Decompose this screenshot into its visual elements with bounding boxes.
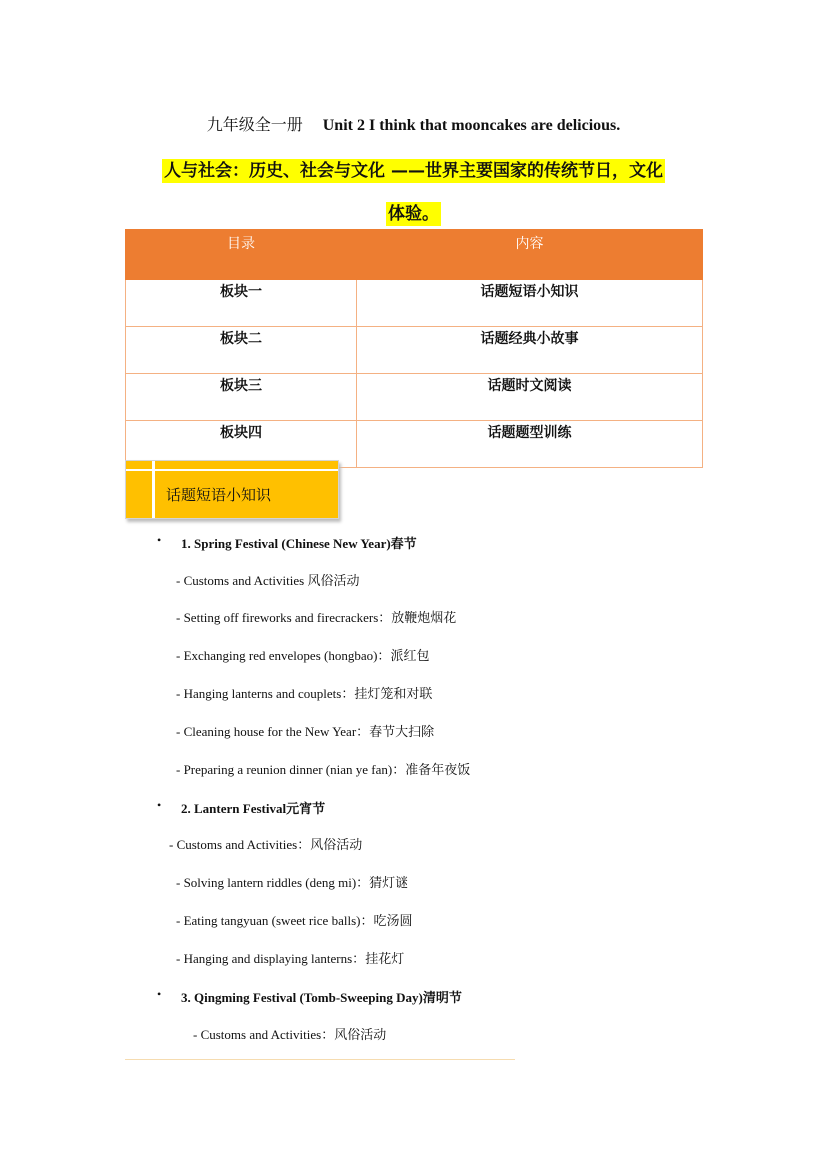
section-cell: 板块三 xyxy=(126,374,357,421)
list-item: - Customs and Activities 风俗活动 xyxy=(176,573,360,589)
contents-table xyxy=(125,229,703,468)
section-heading-box xyxy=(125,460,339,519)
bullet: • xyxy=(157,798,162,812)
footer-divider xyxy=(125,1059,515,1060)
table-row xyxy=(126,280,703,327)
content-cell: 话题经典小故事 xyxy=(357,327,703,374)
decorative-stripe xyxy=(152,461,155,518)
content-cell: 话题时文阅读 xyxy=(357,374,703,421)
list-item: - Setting off fireworks and firecrackers：放鞭炮烟花 xyxy=(176,610,457,626)
section-cell: 板块四 xyxy=(126,421,357,468)
document-title xyxy=(0,112,827,135)
theme-banner xyxy=(126,150,701,236)
section-heading-label: 话题短语小知识 xyxy=(166,486,272,504)
bullet: • xyxy=(157,533,162,547)
bullet: • xyxy=(157,987,162,1001)
list-item: - Customs and Activities：风俗活动 xyxy=(169,837,363,853)
festival-heading-lantern: 2. Lantern Festival元宵节 xyxy=(181,801,326,817)
col-header-content: 内容 xyxy=(357,230,703,280)
table-row xyxy=(126,327,703,374)
list-item: - Hanging and displaying lanterns：挂花灯 xyxy=(176,951,405,967)
section-cell: 板块一 xyxy=(126,280,357,327)
col-header-section: 目录 xyxy=(126,230,357,280)
list-item: - Eating tangyuan (sweet rice balls)：吃汤圆 xyxy=(176,913,413,929)
festival-heading-spring: 1. Spring Festival (Chinese New Year)春节 xyxy=(181,536,417,552)
theme-line-2: 体验。 xyxy=(388,204,439,224)
unit-title: Unit 2 I think that mooncakes are delicious. xyxy=(322,117,621,134)
list-item: - Cleaning house for the New Year：春节大扫除 xyxy=(176,724,435,740)
section-cell: 板块二 xyxy=(126,327,357,374)
list-item: - Customs and Activities：风俗活动 xyxy=(193,1027,387,1043)
list-item: - Exchanging red envelopes (hongbao)：派红包 xyxy=(176,648,430,664)
content-cell: 话题题型训练 xyxy=(357,421,703,468)
festival-heading-qingming: 3. Qingming Festival (Tomb-Sweeping Day)清明节 xyxy=(181,990,462,1006)
decorative-stripe xyxy=(126,469,338,471)
table-row xyxy=(126,374,703,421)
list-item: - Preparing a reunion dinner (nian ye fan)：准备年夜饭 xyxy=(176,762,471,778)
list-item: - Solving lantern riddles (deng mi)：猜灯谜 xyxy=(176,875,409,891)
list-item: - Hanging lanterns and couplets：挂灯笼和对联 xyxy=(176,686,433,702)
content-cell: 话题短语小知识 xyxy=(357,280,703,327)
table-header-row xyxy=(126,230,703,280)
book-name: 九年级全一册 xyxy=(206,115,303,134)
theme-line-1: 人与社会：历史、社会与文化 ——世界主要国家的传统节日，文化 xyxy=(164,161,663,181)
